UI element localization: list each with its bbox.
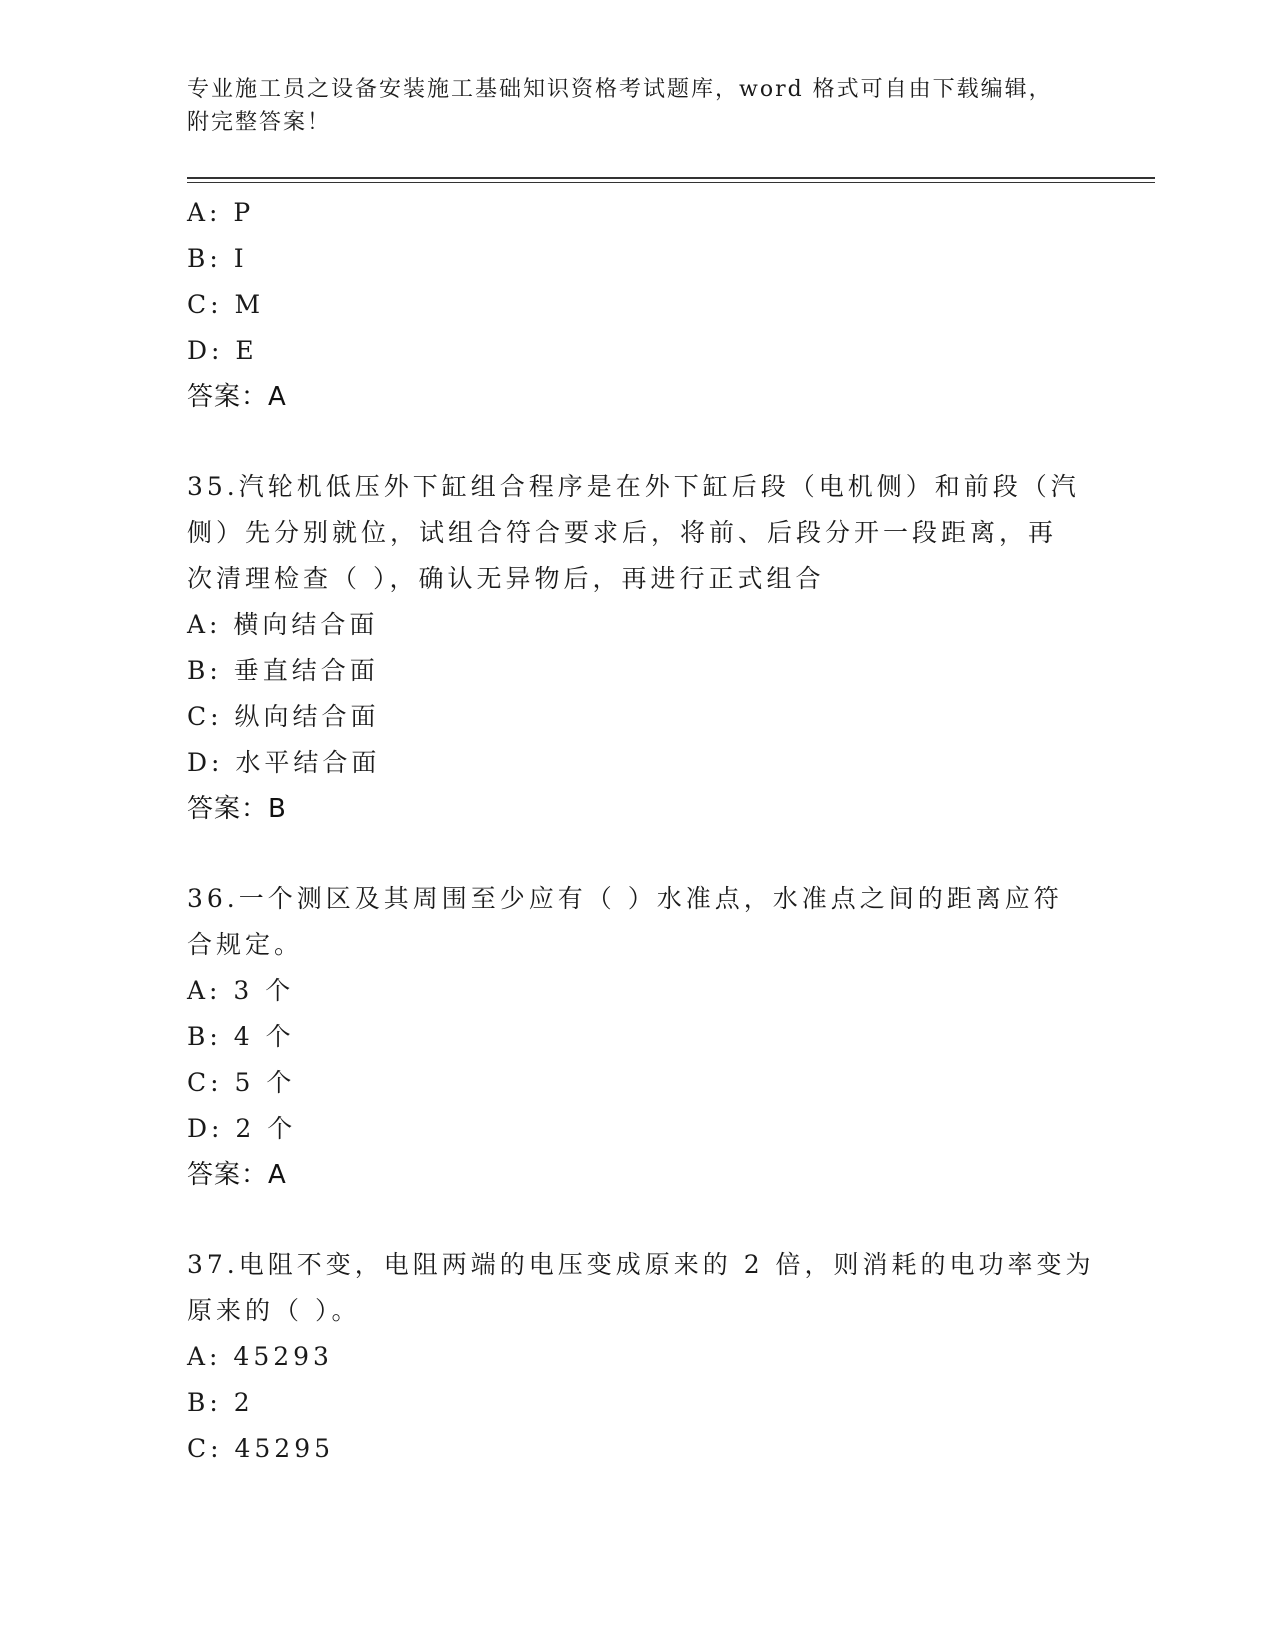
document-header — [187, 73, 1087, 139]
option-c: C: 5 个 — [187, 1068, 296, 1097]
option-d: D: 2 个 — [187, 1114, 297, 1143]
option-b: B: 垂直结合面 — [187, 656, 379, 685]
question-stem-line: 侧）先分别就位，试组合符合要求后，将前、后段分开一段距离，再 — [187, 518, 1058, 547]
option-d: D: 水平结合面 — [187, 748, 381, 777]
question-34 — [187, 190, 1087, 420]
option-d: D: E — [187, 336, 258, 365]
option-b: B: 2 — [187, 1388, 254, 1417]
option-a: A: 45293 — [187, 1342, 333, 1371]
question-37 — [187, 1242, 1095, 1472]
question-stem-line: 次清理检查（ ），确认无异物后，再进行正式组合 — [187, 564, 825, 593]
question-stem-line: 35.汽轮机低压外下缸组合程序是在外下缸后段（电机侧）和前段（汽 — [187, 472, 1080, 501]
header-line-1: 专业施工员之设备安装施工基础知识资格考试题库，word 格式可自由下载编辑， — [187, 77, 1053, 102]
option-b: B: I — [187, 244, 248, 273]
question-36 — [187, 876, 1087, 1198]
question-list — [187, 190, 1095, 1472]
answer-line: 答案：B — [187, 794, 287, 824]
question-stem-line: 合规定。 — [187, 930, 304, 959]
option-c: C: M — [187, 290, 265, 319]
question-stem-line: 原来的（ ）。 — [187, 1296, 361, 1325]
question-stem-line: 36.一个测区及其周围至少应有（ ）水准点，水准点之间的距离应符 — [187, 884, 1063, 913]
option-a: A: 3 个 — [187, 976, 295, 1005]
header-divider-thin — [187, 182, 1155, 183]
option-c: C: 45295 — [187, 1434, 335, 1463]
question-stem-line: 37.电阻不变，电阻两端的电压变成原来的 2 倍，则消耗的电功率变为 — [187, 1250, 1095, 1279]
option-a: A: P — [187, 198, 255, 227]
answer-line: 答案：A — [187, 382, 287, 412]
option-a: A: 横向结合面 — [187, 610, 379, 639]
option-b: B: 4 个 — [187, 1022, 295, 1051]
answer-line: 答案：A — [187, 1160, 287, 1190]
header-divider-thick — [187, 177, 1155, 179]
option-c: C: 纵向结合面 — [187, 702, 380, 731]
header-line-2: 附完整答案！ — [187, 110, 332, 135]
question-35 — [187, 464, 1087, 832]
